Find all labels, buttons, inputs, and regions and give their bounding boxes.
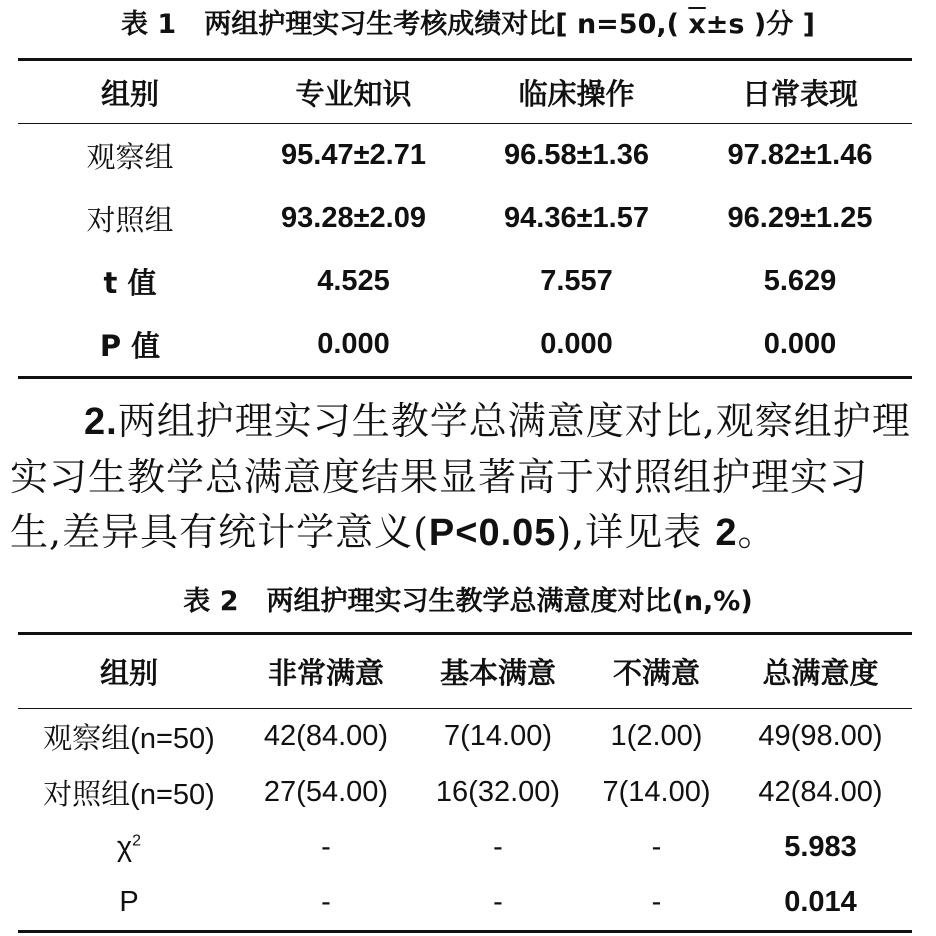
table1-header-cell: 专业知识 (295, 76, 412, 111)
table-row (18, 875, 912, 930)
table-cell: 97.82±1.46 (727, 139, 873, 171)
table2-header-cell: 非常满意 (267, 655, 384, 690)
table-cell: 42(84.00) (758, 775, 883, 808)
table-cell: - (493, 831, 503, 863)
table-cell: 49(98.00) (758, 719, 883, 752)
table1-header-cell: 临床操作 (518, 76, 635, 111)
table-row (18, 124, 912, 187)
table-row (18, 187, 912, 250)
paragraph-text: 两组护理实习生教学总满意度对比,观察组护理 (117, 399, 911, 443)
table-cell: - (651, 831, 662, 863)
table-cell: 5.629 (763, 265, 837, 297)
row-label: 对照组 (86, 203, 174, 237)
row-label (18, 820, 240, 875)
paragraph-number: 2. (84, 401, 118, 443)
table1-bottom-rule (18, 376, 912, 379)
table-cell: 42(84.00) (263, 719, 389, 752)
table-cell: 4.525 (317, 265, 390, 297)
table-cell: 0.000 (317, 328, 390, 360)
table-cell: 94.36±1.57 (504, 202, 649, 234)
table1-header-cell: 日常表现 (741, 76, 858, 111)
table-cell: 96.58±1.36 (504, 139, 649, 171)
table1-title-suffix: ±s )分 ] (705, 9, 815, 40)
body-paragraph (10, 394, 926, 561)
paragraph-line (10, 394, 926, 450)
row-label: 观察组 (86, 140, 174, 174)
chi-square-superscript: 2 (132, 832, 142, 850)
table1-header-row (18, 60, 912, 124)
table-cell: 7(14.00) (443, 719, 552, 752)
table-cell: 0.000 (540, 328, 613, 360)
row-label: t 值 (103, 266, 157, 300)
table2-header-cell: 不满意 (612, 655, 700, 690)
table-cell: 0.000 (763, 328, 837, 360)
paragraph-text: 生,差异具有统计学意义( (10, 510, 429, 554)
table-cell: 1(2.00) (610, 719, 703, 752)
table-cell: 27(54.00) (263, 775, 389, 808)
table-reference-number: 2 (715, 512, 738, 554)
table-cell: 5.983 (784, 831, 857, 863)
p-value-text: P<0.05 (428, 512, 557, 554)
table-cell: 93.28±2.09 (281, 202, 426, 234)
table1-title-prefix: 两组护理实习生考核成绩对比[ n=50,( (204, 9, 689, 40)
table-cell: - (321, 886, 331, 918)
table-cell: 95.47±2.71 (281, 139, 426, 171)
table-cell: 16(32.00) (435, 775, 561, 808)
table1 (18, 60, 912, 376)
table1-number: 表 1 (121, 9, 177, 40)
paragraph-text: 。 (737, 510, 777, 554)
table2-header-cell: 基本满意 (439, 655, 556, 690)
table-cell: 96.29±1.25 (727, 202, 873, 234)
table-row (18, 764, 912, 820)
table2-header-row (18, 634, 912, 708)
table1-header-cell: 组别 (100, 76, 159, 111)
table-cell: 0.014 (784, 886, 857, 918)
table-cell: - (321, 831, 331, 863)
chi-square-symbol: χ (116, 831, 133, 863)
table2-bottom-rule (18, 930, 912, 933)
table-cell: - (651, 886, 662, 918)
table-row (18, 820, 912, 875)
table2-header-cell: 总满意度 (762, 655, 879, 690)
table1-caption (0, 2, 936, 41)
table2-header-cell: 组别 (99, 655, 158, 690)
row-label: P (119, 886, 139, 918)
table1-title-xbar: $\overline{x}$ (688, 9, 706, 40)
row-label: P 值 (99, 329, 161, 363)
table-row (18, 708, 912, 764)
table-cell: 7(14.00) (602, 775, 711, 808)
paragraph-line (10, 505, 926, 561)
paragraph-text: ),详见表 (556, 510, 716, 554)
row-label: 对照组(n=50) (43, 778, 215, 811)
row-label: 观察组(n=50) (43, 722, 215, 755)
table2-number: 表 2 (183, 586, 239, 617)
table-row (18, 313, 912, 376)
table2-title: 两组护理实习生教学总满意度对比(n,%) (266, 586, 753, 617)
paragraph-line: 实习生教学总满意度结果显著高于对照组护理实习 (10, 455, 869, 499)
table2 (18, 634, 912, 930)
table-cell: - (493, 886, 503, 918)
table-row (18, 250, 912, 313)
table2-caption (0, 579, 936, 618)
table-cell: 7.557 (540, 265, 613, 297)
